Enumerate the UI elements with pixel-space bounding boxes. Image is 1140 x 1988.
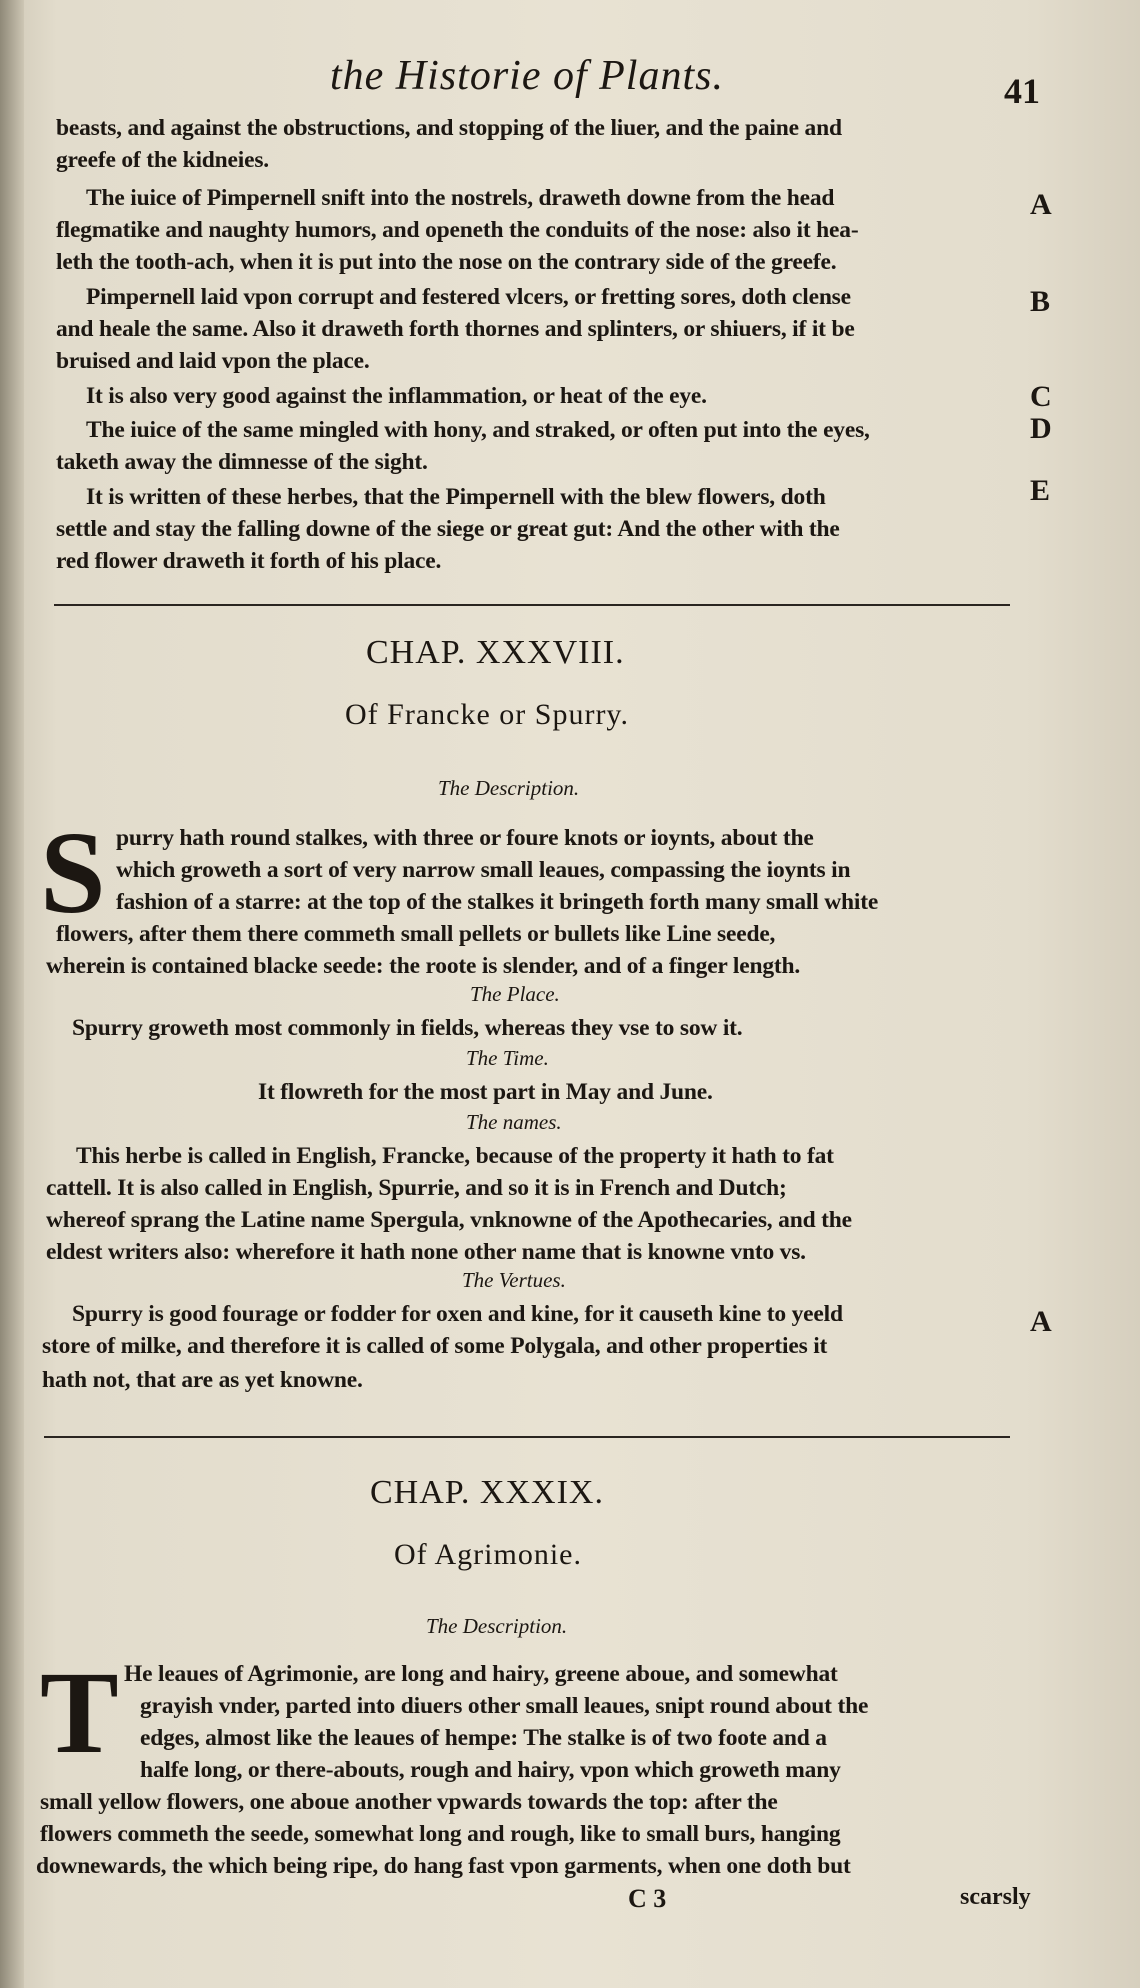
chapter-heading: CHAP. XXXVIII.: [366, 634, 625, 671]
text-line: greefe of the kidneies.: [56, 147, 269, 173]
text-line: It is also very good against the inflammation, or heat of the eye.: [86, 383, 707, 409]
text-line: taketh away the dimnesse of the sight.: [56, 449, 428, 475]
chapter-heading: CHAP. XXXIX.: [370, 1474, 604, 1511]
section-rule: [44, 1436, 1010, 1438]
text-line: grayish vnder, parted into diuers other small leaues, snipt round about the: [140, 1693, 869, 1719]
text-line: beasts, and against the obstructions, and stopping of the liuer, and the paine and: [56, 115, 842, 141]
text-line: halfe long, or there-abouts, rough and hairy, vpon which groweth many: [140, 1757, 841, 1783]
text-line: Pimpernell laid vpon corrupt and festered vlcers, or fretting sores, doth clense: [86, 284, 851, 310]
text-line: edges, almost like the leaues of hempe: The stalke is of two foote and a: [140, 1725, 827, 1751]
text-line: hath not, that are as yet knowne.: [42, 1367, 363, 1393]
text-line: settle and stay the falling downe of the siege or great gut: And the other with the: [56, 516, 840, 542]
text-line: The iuice of the same mingled with hony, and straked, or often put into the eyes,: [86, 417, 870, 443]
text-line: Spurry is good fourage or fodder for oxen and kine, for it causeth kine to yeeld: [72, 1301, 843, 1327]
text-line: leth the tooth-ach, when it is put into the nose on the contrary side of the greefe.: [56, 249, 837, 275]
margin-note: E: [1030, 474, 1051, 507]
subheading-description: The Description.: [438, 776, 580, 800]
page-gutter-shadow: [0, 0, 24, 1988]
text-line: fashion of a starre: at the top of the stalkes it bringeth forth many small white: [116, 889, 879, 915]
subheading-time: The Time.: [466, 1046, 549, 1070]
subheading-vertues: The Vertues.: [462, 1268, 566, 1292]
signature-mark: C 3: [628, 1884, 667, 1913]
text-line: red flower draweth it forth of his place.: [56, 548, 442, 574]
text-line: This herbe is called in English, Francke, because of the property it hath to fat: [76, 1143, 834, 1169]
chapter-title: Of Francke or Spurry.: [345, 698, 629, 731]
text-line: He leaues of Agrimonie, are long and hairy, greene aboue, and somewhat: [124, 1661, 838, 1687]
text-line: It is written of these herbes, that the Pimpernell with the blew flowers, doth: [86, 484, 826, 510]
text-line: flowers commeth the seede, somewhat long and rough, like to small burs, hanging: [40, 1821, 841, 1847]
margin-note: A: [1030, 1305, 1052, 1338]
subheading-names: The names.: [466, 1110, 562, 1134]
text-line: flowers, after them there commeth small pellets or bullets like Line seede,: [56, 921, 776, 947]
text-line: whereof sprang the Latine name Spergula, vnknowne of the Apothecaries, and the: [46, 1207, 852, 1233]
text-line: bruised and laid vpon the place.: [56, 348, 370, 374]
section-rule: [54, 604, 1010, 606]
margin-note: C: [1030, 380, 1052, 413]
text-line: The iuice of Pimpernell snift into the nostrels, draweth downe from the head: [86, 185, 835, 211]
margin-note: D: [1030, 412, 1052, 445]
text-line: wherein is contained blacke seede: the roote is slender, and of a finger length.: [46, 953, 801, 979]
text-line: store of milke, and therefore it is called of some Polygala, and other properties it: [42, 1333, 828, 1359]
margin-note: B: [1030, 285, 1051, 318]
text-line: downewards, the which being ripe, do hang fast vpon garments, when one doth but: [36, 1853, 851, 1879]
drop-cap: S: [40, 807, 106, 938]
page-number: 41: [1004, 71, 1040, 111]
subheading-place: The Place.: [470, 982, 560, 1006]
drop-cap: T: [40, 1647, 119, 1778]
text-line: flegmatike and naughty humors, and openeth the conduits of the nose: also it hea-: [56, 217, 859, 243]
text-line: cattell. It is also called in English, Spurrie, and so it is in French and Dutch;: [46, 1175, 787, 1201]
margin-note: A: [1030, 188, 1052, 221]
text-line: eldest writers also: wherefore it hath none other name that is knowne vnto vs.: [46, 1239, 806, 1265]
running-head: the Historie of Plants.: [330, 53, 724, 99]
time-text: It flowreth for the most part in May and June.: [258, 1079, 713, 1105]
text-line: which groweth a sort of very narrow small leaues, compassing the ioynts in: [116, 857, 851, 883]
chapter-title: Of Agrimonie.: [394, 1538, 582, 1571]
text-line: small yellow flowers, one aboue another vpwards towards the top: after the: [40, 1789, 778, 1815]
catchword: scarsly: [960, 1884, 1031, 1910]
subheading-description: The Description.: [426, 1614, 568, 1638]
text-line: and heale the same. Also it draweth forth thornes and splinters, or shiuers, if it be: [56, 316, 855, 342]
place-text: Spurry groweth most commonly in fields, whereas they vse to sow it.: [72, 1015, 743, 1041]
text-line: purry hath round stalkes, with three or foure knots or ioynts, about the: [116, 825, 814, 851]
